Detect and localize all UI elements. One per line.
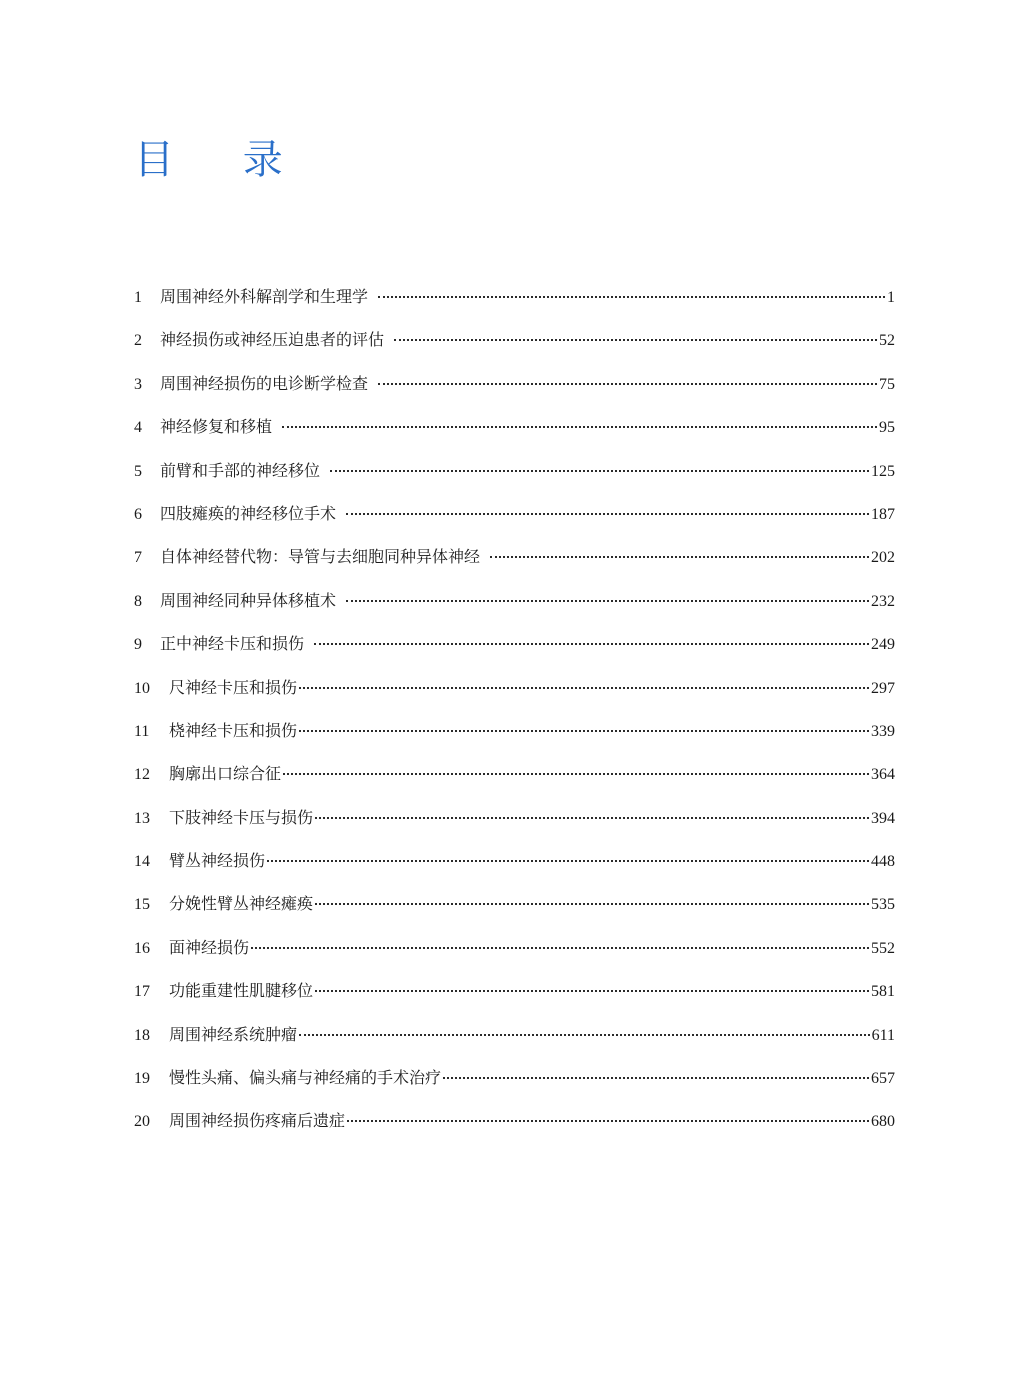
toc-entry-15[interactable] (134, 891, 895, 934)
toc-entry-title: 桡神经卡压和损伤 (169, 720, 298, 740)
toc-entry-14[interactable] (134, 848, 895, 891)
toc-entry-page: 52 (879, 332, 895, 350)
toc-leader-dots (299, 730, 869, 732)
toc-entry-11[interactable] (134, 718, 895, 761)
toc-entry-title: 面神经损伤 (169, 937, 250, 957)
toc-entry-title: 四肢瘫痪的神经移位手术 (160, 503, 337, 523)
toc-entry-number: 1 (134, 289, 142, 306)
toc-entry-4[interactable] (134, 414, 895, 457)
toc-entry-number: 15 (134, 896, 150, 914)
toc-entry-number: 9 (134, 636, 142, 654)
toc-entry-page: 297 (871, 679, 895, 697)
toc-entry-2[interactable] (134, 327, 895, 370)
toc-entry-page: 680 (871, 1113, 895, 1131)
toc-entry-page: 581 (871, 983, 895, 1001)
toc-leader-dots (330, 470, 869, 472)
toc-list (134, 284, 895, 1152)
toc-leader-dots (443, 1077, 869, 1079)
toc-leader-dots (378, 296, 885, 298)
toc-title: 目 录 (134, 137, 311, 183)
toc-entry-19[interactable] (134, 1065, 895, 1108)
toc-entry-17[interactable] (134, 978, 895, 1021)
toc-entry-number: 5 (134, 462, 142, 480)
toc-entry-3[interactable] (134, 371, 895, 414)
toc-entry-number: 14 (134, 853, 150, 871)
toc-entry-page: 1 (887, 289, 895, 306)
toc-entry-title: 慢性头痛、偏头痛与神经痛的手术治疗 (169, 1068, 442, 1088)
toc-entry-number: 7 (134, 549, 142, 567)
toc-entry-number: 2 (134, 332, 142, 350)
toc-entry-number: 3 (134, 375, 142, 393)
toc-entry-title: 周围神经损伤的电诊断学检查 (160, 373, 369, 393)
toc-entry-page: 611 (871, 1026, 895, 1044)
toc-entry-number: 19 (134, 1070, 150, 1088)
toc-entry-title: 分娩性臂丛神经瘫痪 (169, 894, 314, 914)
toc-entry-page: 339 (871, 722, 895, 740)
toc-leader-dots (315, 903, 869, 905)
toc-entry-number: 13 (134, 809, 150, 827)
toc-leader-dots (346, 600, 869, 602)
toc-entry-number: 17 (134, 983, 150, 1001)
toc-entry-number: 18 (134, 1026, 150, 1044)
toc-entry-title: 正中神经卡压和损伤 (160, 634, 305, 654)
toc-entry-page: 187 (871, 505, 895, 523)
toc-entry-12[interactable] (134, 761, 895, 804)
toc-entry-page: 552 (871, 939, 895, 957)
toc-entry-number: 4 (134, 419, 142, 437)
toc-entry-18[interactable] (134, 1022, 895, 1065)
toc-entry-8[interactable] (134, 588, 895, 631)
toc-entry-7[interactable] (134, 544, 895, 587)
toc-entry-page: 364 (871, 766, 895, 784)
toc-entry-number: 11 (134, 722, 150, 740)
toc-entry-10[interactable] (134, 675, 895, 718)
toc-leader-dots (490, 556, 869, 558)
toc-entry-1[interactable] (134, 284, 895, 327)
toc-entry-page: 125 (871, 462, 895, 480)
toc-leader-dots (378, 383, 877, 385)
toc-leader-dots (346, 513, 869, 515)
toc-entry-number: 12 (134, 766, 150, 784)
toc-entry-title: 下肢神经卡压与损伤 (169, 807, 314, 827)
toc-entry-number: 6 (134, 505, 142, 523)
toc-entry-title: 周围神经损伤疼痛后遗症 (169, 1111, 346, 1131)
toc-entry-page: 448 (871, 853, 895, 871)
toc-entry-page: 95 (879, 419, 895, 437)
toc-leader-dots (315, 817, 869, 819)
toc-entry-number: 8 (134, 592, 142, 610)
toc-entry-20[interactable] (134, 1108, 895, 1151)
toc-entry-number: 16 (134, 939, 150, 957)
toc-entry-title: 周围神经系统肿瘤 (169, 1024, 298, 1044)
toc-entry-title: 前臂和手部的神经移位 (160, 460, 321, 480)
toc-entry-page: 232 (871, 592, 895, 610)
toc-entry-title: 功能重建性肌腱移位 (169, 981, 314, 1001)
toc-leader-dots (251, 947, 869, 949)
toc-entry-5[interactable] (134, 458, 895, 501)
toc-leader-dots (315, 990, 869, 992)
toc-entry-title: 周围神经同种异体移植术 (160, 590, 337, 610)
toc-leader-dots (267, 860, 869, 862)
toc-entry-page: 657 (871, 1070, 895, 1088)
toc-leader-dots (283, 773, 869, 775)
toc-entry-page: 75 (879, 375, 895, 393)
toc-leader-dots (347, 1120, 869, 1122)
toc-entry-title: 神经修复和移植 (160, 417, 273, 437)
toc-entry-title: 臂丛神经损伤 (169, 851, 266, 871)
toc-entry-title: 尺神经卡压和损伤 (169, 677, 298, 697)
toc-entry-9[interactable] (134, 631, 895, 674)
toc-leader-dots (299, 687, 869, 689)
toc-entry-page: 202 (871, 549, 895, 567)
toc-entry-number: 10 (134, 679, 150, 697)
toc-entry-title: 自体神经替代物：导管与去细胞同种异体神经 (160, 547, 481, 567)
toc-leader-dots (314, 643, 869, 645)
toc-entry-page: 249 (871, 636, 895, 654)
toc-leader-dots (299, 1034, 870, 1036)
toc-entry-number: 20 (134, 1113, 150, 1131)
toc-entry-13[interactable] (134, 805, 895, 848)
toc-entry-title: 神经损伤或神经压迫患者的评估 (160, 330, 385, 350)
toc-leader-dots (282, 426, 877, 428)
toc-entry-16[interactable] (134, 935, 895, 978)
toc-leader-dots (394, 339, 877, 341)
toc-entry-title: 胸廓出口综合征 (169, 764, 282, 784)
toc-entry-page: 394 (871, 809, 895, 827)
toc-entry-page: 535 (871, 896, 895, 914)
toc-entry-title: 周围神经外科解剖学和生理学 (160, 287, 369, 306)
toc-entry-6[interactable] (134, 501, 895, 544)
